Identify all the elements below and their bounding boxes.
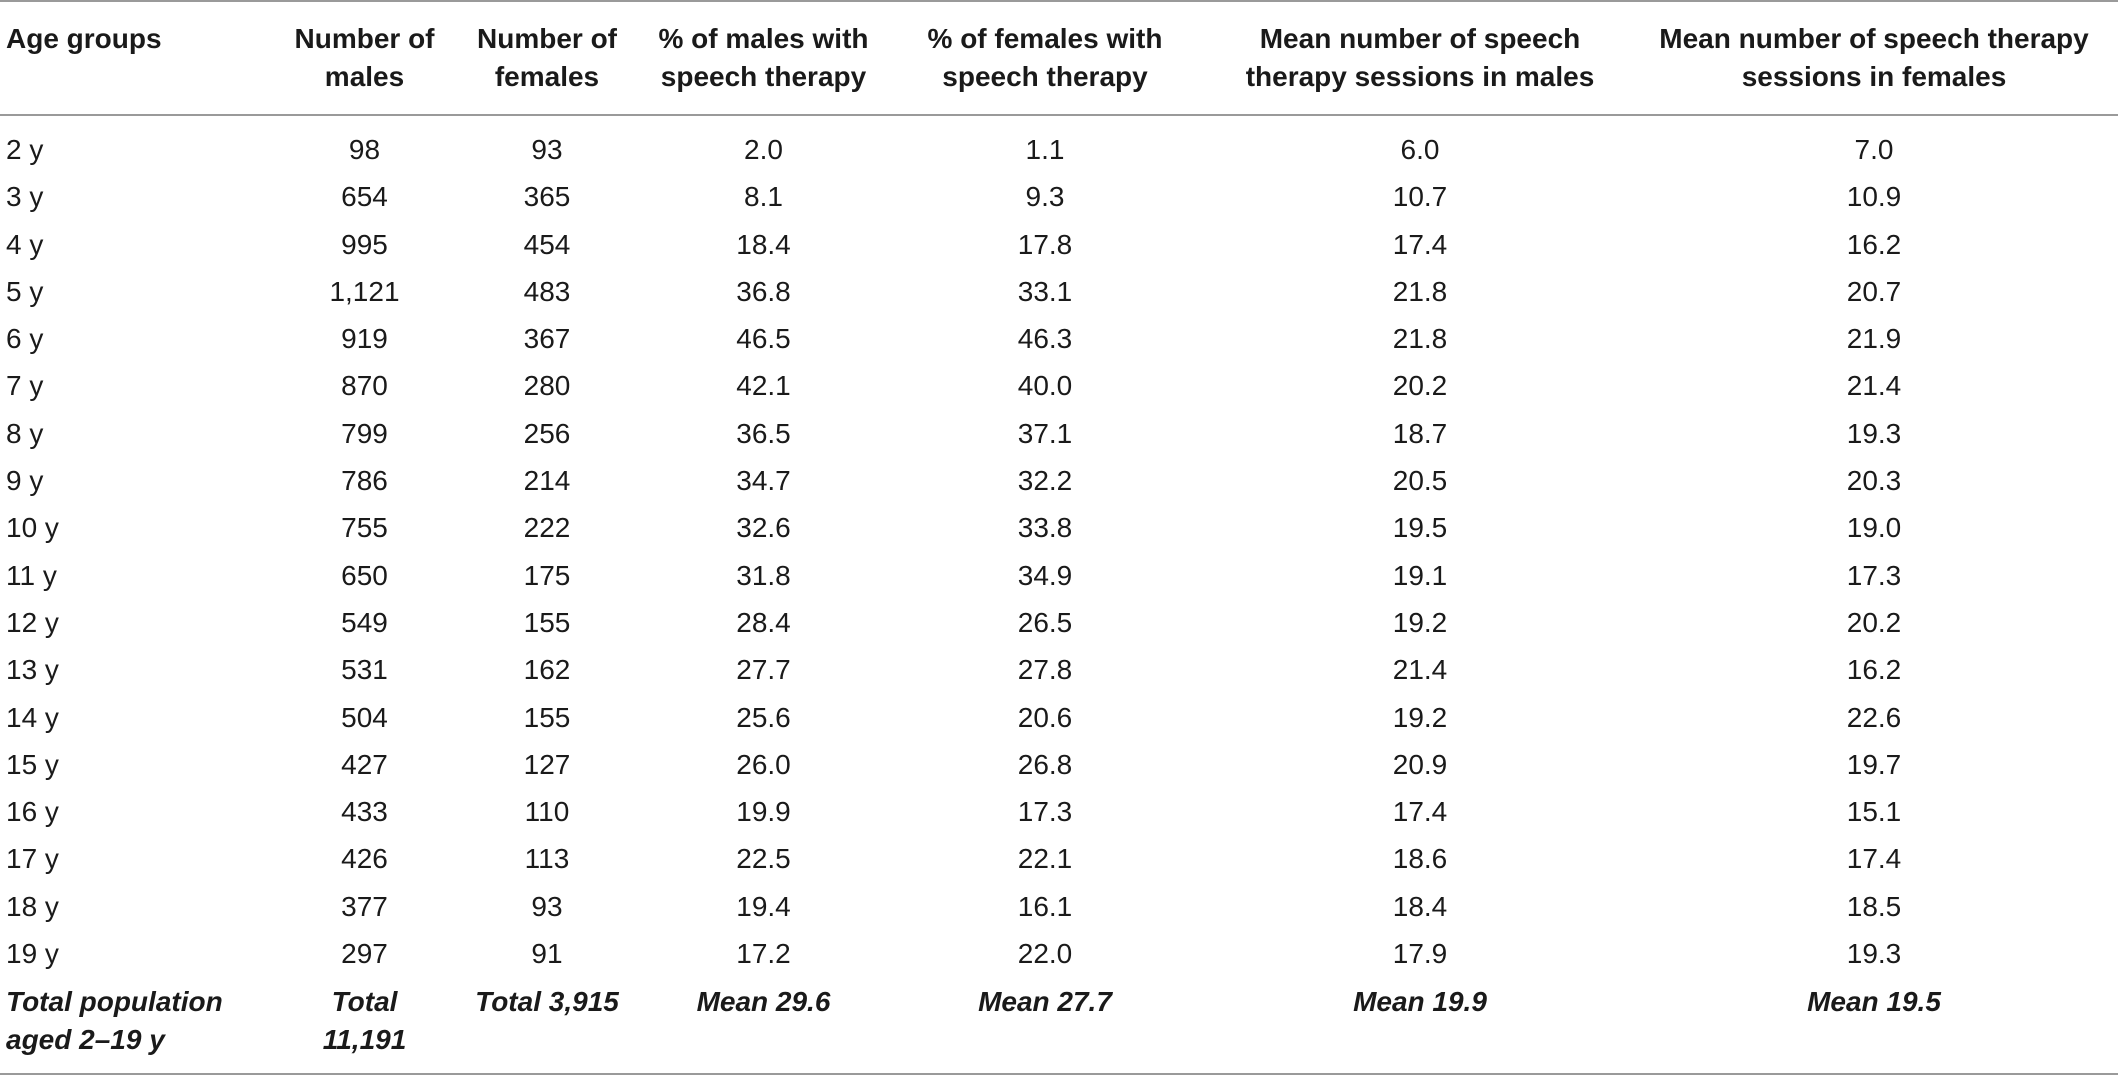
- cell-age-group: 18 y: [6, 890, 59, 922]
- cell-mean-sessions-females: 22.6: [1846, 701, 1902, 733]
- table-row: [0, 221, 2118, 268]
- cell-number-of-males: 654: [341, 181, 388, 213]
- cell-mean-sessions-males: 20.9: [1392, 748, 1448, 780]
- cell-mean-sessions-males: 18.6: [1392, 843, 1448, 875]
- cell-pct-males-therapy: 27.7: [736, 654, 791, 686]
- cell-pct-females-therapy: 33.8: [1017, 512, 1073, 544]
- cell-pct-males-therapy: 34.7: [736, 465, 791, 497]
- total-cell-mean-sessions-females: Mean 19.5: [1807, 986, 1941, 1018]
- cell-pct-females-therapy: 46.3: [1017, 323, 1073, 355]
- cell-number-of-females: 93: [531, 890, 563, 922]
- table-row: [0, 883, 2118, 930]
- cell-number-of-males: 433: [341, 796, 388, 828]
- cell-pct-females-therapy: 26.5: [1017, 606, 1073, 638]
- table-row: [0, 552, 2118, 599]
- header-mean-sessions-females: Mean number of speech therapy sessions in females: [1659, 23, 2089, 92]
- cell-pct-females-therapy: 9.3: [1025, 181, 1065, 213]
- cell-pct-females-therapy: 37.1: [1017, 417, 1073, 449]
- cell-age-group: 16 y: [6, 796, 59, 828]
- cell-number-of-females: 483: [523, 275, 571, 307]
- cell-age-group: 12 y: [6, 606, 59, 638]
- cell-pct-females-therapy: 34.9: [1017, 559, 1073, 591]
- cell-number-of-males: 531: [341, 654, 388, 686]
- cell-mean-sessions-males: 19.2: [1392, 701, 1448, 733]
- cell-mean-sessions-males: 19.2: [1392, 606, 1448, 638]
- cell-mean-sessions-males: 20.5: [1392, 465, 1448, 497]
- table-header: [0, 1, 2118, 115]
- header-row: [0, 1, 2118, 115]
- cell-number-of-females: 93: [531, 134, 563, 165]
- total-row: [0, 977, 2118, 1074]
- cell-age-group: 11 y: [6, 559, 57, 591]
- table-row: [0, 788, 2118, 835]
- table-row: [0, 315, 2118, 362]
- cell-number-of-females: 91: [531, 938, 563, 970]
- cell-pct-males-therapy: 36.5: [736, 417, 791, 449]
- cell-number-of-males: 504: [341, 701, 388, 733]
- cell-pct-males-therapy: 46.5: [736, 323, 791, 355]
- cell-number-of-females: 367: [523, 323, 571, 355]
- cell-number-of-males: 426: [341, 843, 388, 875]
- cell-number-of-males: 755: [341, 512, 388, 544]
- table-row: [0, 268, 2118, 315]
- cell-mean-sessions-males: 20.2: [1392, 370, 1448, 402]
- header-mean-sessions-males: Mean number of speech therapy sessions in males: [1245, 23, 1595, 92]
- cell-pct-males-therapy: 8.1: [744, 181, 783, 213]
- cell-mean-sessions-males: 17.9: [1392, 938, 1448, 970]
- cell-age-group: 10 y: [6, 512, 59, 544]
- total-cell-number-of-males: Total 11,191: [322, 986, 407, 1056]
- cell-number-of-males: 377: [341, 890, 388, 922]
- cell-age-group: 2 y: [6, 134, 44, 165]
- total-cell-pct-males-therapy: Mean 29.6: [696, 986, 831, 1018]
- cell-pct-males-therapy: 25.6: [736, 701, 791, 733]
- cell-mean-sessions-females: 19.0: [1846, 512, 1902, 544]
- table-row: [0, 410, 2118, 457]
- cell-number-of-males: 549: [341, 606, 388, 638]
- cell-mean-sessions-females: 16.2: [1846, 228, 1902, 260]
- cell-number-of-males: 650: [341, 559, 388, 591]
- cell-pct-males-therapy: 42.1: [736, 370, 791, 402]
- cell-pct-males-therapy: 36.8: [736, 275, 791, 307]
- cell-pct-females-therapy: 20.6: [1017, 701, 1073, 733]
- cell-age-group: 4 y: [6, 228, 44, 260]
- table-row: [0, 504, 2118, 551]
- cell-number-of-females: 222: [523, 512, 571, 544]
- total-cell-mean-sessions-males: Mean 19.9: [1353, 986, 1487, 1018]
- cell-mean-sessions-females: 19.3: [1846, 938, 1902, 970]
- table-row: [0, 457, 2118, 504]
- cell-pct-females-therapy: 26.8: [1017, 748, 1073, 780]
- cell-mean-sessions-females: 20.3: [1846, 465, 1902, 497]
- table-row: [0, 599, 2118, 646]
- cell-number-of-males: 427: [341, 748, 388, 780]
- table-row: [0, 694, 2118, 741]
- cell-mean-sessions-males: 10.7: [1392, 181, 1448, 213]
- table-row: [0, 835, 2118, 882]
- cell-number-of-males: 786: [341, 465, 388, 497]
- table-row: [0, 646, 2118, 693]
- cell-age-group: 6 y: [6, 323, 44, 355]
- cell-mean-sessions-males: 18.7: [1392, 417, 1448, 449]
- total-cell-number-of-females: Total 3,915: [475, 986, 619, 1018]
- cell-age-group: 15 y: [6, 748, 59, 780]
- cell-number-of-females: 162: [523, 654, 571, 686]
- table-row: [0, 126, 2118, 173]
- cell-mean-sessions-females: 16.2: [1846, 654, 1902, 686]
- cell-pct-females-therapy: 22.0: [1017, 938, 1073, 970]
- cell-mean-sessions-males: 19.5: [1392, 512, 1448, 544]
- cell-number-of-males: 1,121: [329, 275, 400, 307]
- header-pct-females-therapy: % of females with speech therapy: [927, 23, 1163, 92]
- cell-pct-females-therapy: 40.0: [1017, 370, 1073, 402]
- cell-number-of-males: 799: [341, 417, 388, 449]
- cell-pct-females-therapy: 1.1: [1025, 134, 1065, 165]
- cell-mean-sessions-females: 20.2: [1846, 606, 1902, 638]
- cell-age-group: 13 y: [6, 654, 59, 686]
- cell-number-of-females: 280: [523, 370, 571, 402]
- table-row: [0, 930, 2118, 977]
- cell-number-of-females: 365: [523, 181, 571, 213]
- cell-mean-sessions-females: 19.3: [1846, 417, 1902, 449]
- cell-age-group: 17 y: [6, 843, 59, 875]
- header-number-of-females: Number of females: [477, 23, 617, 92]
- cell-pct-males-therapy: 26.0: [736, 748, 791, 780]
- cell-age-group: 7 y: [6, 370, 44, 402]
- cell-pct-males-therapy: 17.2: [736, 938, 791, 970]
- cell-mean-sessions-females: 17.3: [1846, 559, 1902, 591]
- header-pct-males-therapy: % of males with speech therapy: [658, 23, 869, 92]
- cell-number-of-males: 297: [341, 938, 388, 970]
- cell-mean-sessions-males: 6.0: [1400, 134, 1440, 165]
- cell-mean-sessions-males: 21.8: [1392, 275, 1448, 307]
- cell-pct-males-therapy: 32.6: [736, 512, 791, 544]
- cell-mean-sessions-males: 21.4: [1392, 654, 1448, 686]
- cell-number-of-females: 113: [524, 843, 570, 875]
- cell-mean-sessions-females: 18.5: [1846, 890, 1902, 922]
- table-body: [0, 115, 2118, 1074]
- cell-mean-sessions-females: 10.9: [1846, 181, 1902, 213]
- cell-mean-sessions-males: 18.4: [1392, 890, 1448, 922]
- cell-mean-sessions-females: 19.7: [1846, 748, 1902, 780]
- cell-pct-females-therapy: 17.3: [1017, 796, 1073, 828]
- cell-age-group: 9 y: [6, 465, 44, 497]
- cell-pct-females-therapy: 33.1: [1017, 275, 1073, 307]
- cell-age-group: 8 y: [6, 417, 44, 449]
- cell-mean-sessions-females: 21.4: [1846, 370, 1902, 402]
- cell-number-of-females: 155: [523, 606, 571, 638]
- cell-pct-males-therapy: 28.4: [736, 606, 791, 638]
- cell-number-of-females: 155: [523, 701, 571, 733]
- cell-number-of-females: 454: [523, 228, 571, 260]
- cell-mean-sessions-females: 15.1: [1846, 796, 1902, 828]
- cell-pct-females-therapy: 32.2: [1017, 465, 1073, 497]
- cell-age-group: 19 y: [6, 938, 59, 970]
- cell-pct-males-therapy: 31.8: [736, 559, 791, 591]
- cell-mean-sessions-males: 19.1: [1392, 559, 1448, 591]
- cell-mean-sessions-males: 17.4: [1392, 796, 1448, 828]
- total-cell-age-group: Total population aged 2–19 y: [6, 986, 223, 1056]
- cell-number-of-females: 127: [523, 748, 571, 780]
- table-row: [0, 741, 2118, 788]
- spacer-cell: [0, 115, 2118, 126]
- table-row: [0, 362, 2118, 409]
- cell-pct-males-therapy: 18.4: [736, 228, 791, 260]
- total-cell-pct-females-therapy: Mean 27.7: [978, 986, 1112, 1018]
- cell-number-of-females: 256: [523, 417, 571, 449]
- cell-mean-sessions-males: 21.8: [1392, 323, 1448, 355]
- cell-mean-sessions-females: 21.9: [1846, 323, 1902, 355]
- cell-number-of-males: 995: [341, 228, 388, 260]
- cell-mean-sessions-females: 20.7: [1846, 275, 1902, 307]
- cell-age-group: 3 y: [6, 181, 44, 213]
- cell-number-of-females: 214: [523, 465, 571, 497]
- cell-pct-females-therapy: 27.8: [1017, 654, 1073, 686]
- cell-number-of-females: 175: [523, 559, 571, 591]
- cell-number-of-males: 870: [341, 370, 388, 402]
- cell-pct-females-therapy: 16.1: [1017, 890, 1073, 922]
- cell-pct-males-therapy: 22.5: [736, 843, 791, 875]
- header-age-groups: Age groups: [6, 23, 162, 54]
- cell-mean-sessions-females: 17.4: [1846, 843, 1902, 875]
- cell-age-group: 5 y: [6, 275, 44, 307]
- cell-number-of-females: 110: [524, 796, 570, 828]
- header-number-of-males: Number of males: [294, 23, 435, 92]
- cell-number-of-males: 98: [348, 134, 381, 165]
- cell-number-of-males: 919: [341, 323, 388, 355]
- cell-mean-sessions-females: 7.0: [1854, 134, 1894, 165]
- cell-pct-females-therapy: 22.1: [1017, 843, 1073, 875]
- cell-pct-males-therapy: 19.9: [736, 796, 791, 828]
- cell-pct-females-therapy: 17.8: [1017, 228, 1073, 260]
- cell-mean-sessions-males: 17.4: [1392, 228, 1448, 260]
- cell-pct-males-therapy: 2.0: [744, 134, 783, 165]
- spacer-row: [0, 115, 2118, 126]
- cell-age-group: 14 y: [6, 701, 59, 733]
- table-row: [0, 173, 2118, 220]
- cell-pct-males-therapy: 19.4: [736, 890, 791, 922]
